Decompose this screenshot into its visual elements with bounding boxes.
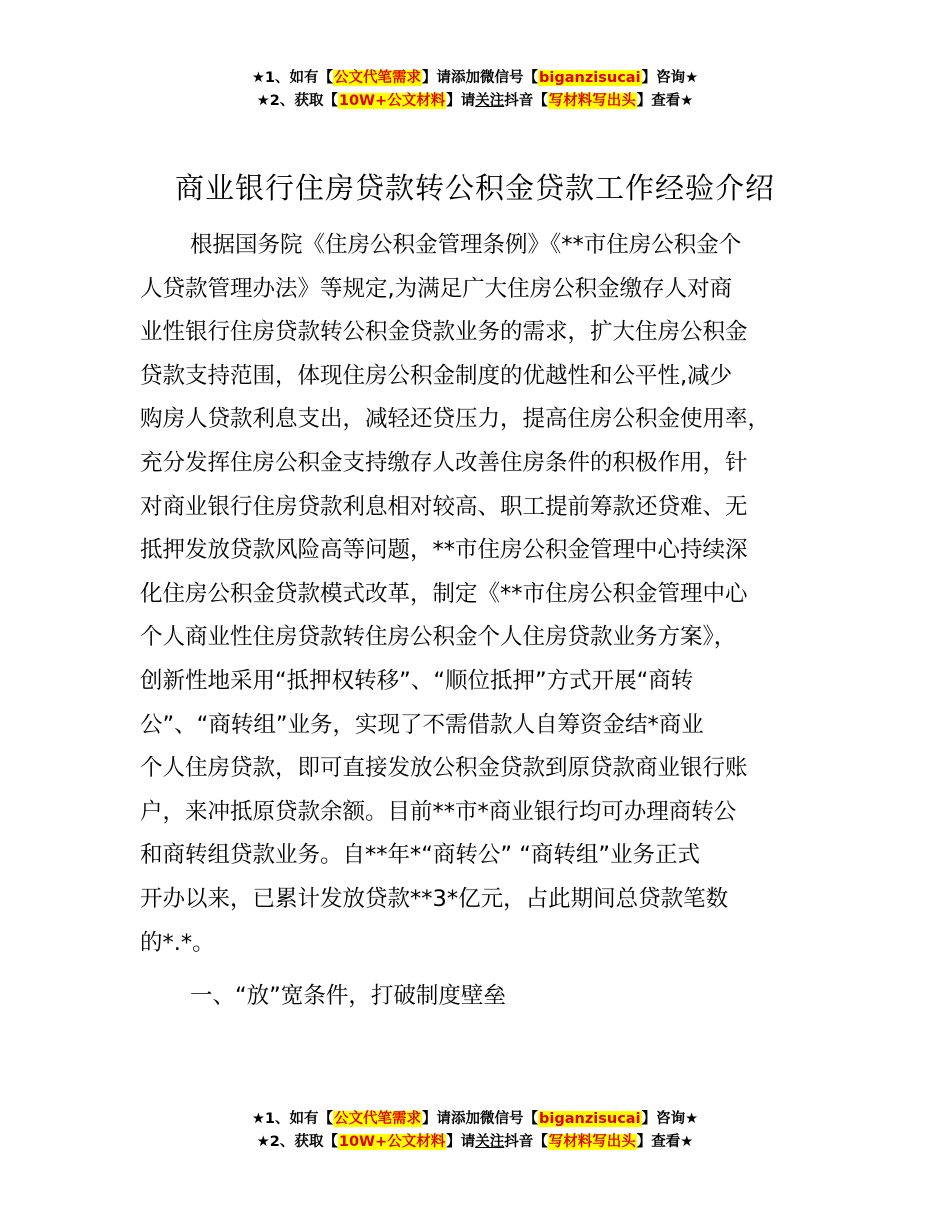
document-body	[140, 224, 830, 1019]
paragraph-line: 个人住房贷款，即可直接发放公积金贷款到原贷款商业银行账	[140, 755, 748, 782]
paragraph-line: 贷款支持范围，体现住房公积金制度的优越性和公平性,减少	[140, 362, 733, 389]
paragraph-line: 公”、“商转组”业务，实现了不需借款人自筹资金结*商业	[140, 711, 704, 738]
paragraph-line: 人贷款管理办法》等规定,为满足广大住房公积金缴存人对商	[140, 275, 733, 302]
paragraph-line: 业性银行住房贷款转公积金贷款业务的需求，扩大住房公积金	[140, 319, 748, 346]
paragraph-line: 开办以来，已累计发放贷款**3*亿元，占此期间总贷款笔数	[140, 885, 729, 912]
document-title: 商业银行住房贷款转公积金贷款工作经验介绍	[174, 171, 775, 205]
paragraph-line: 个人商业性住房贷款转住房公积金个人住房贷款业务方案》，	[140, 624, 737, 651]
paragraph-line: 抵押发放贷款风险高等问题，**市住房公积金管理中心持续深	[140, 537, 748, 564]
bottom-promo-banner	[0, 1108, 950, 1154]
highlight-ghostwriting: 公文代笔需求	[334, 70, 422, 86]
highlight-materials: 10W+公文材料	[338, 93, 446, 109]
section-heading: 一、“放”宽条件，打破制度壁垒	[190, 983, 506, 1010]
promo-line-1: ★1、如有【公文代笔需求】请添加微信号【biganzisucai】咨询★	[251, 1111, 699, 1127]
paragraph-line: 和商转组贷款业务。自**年*“商转公” “商转组”业务正式	[140, 842, 701, 869]
paragraph-line: 购房人贷款利息支出，减轻还贷压力，提高住房公积金使用率，	[140, 406, 771, 433]
paragraph-line: 化住房公积金贷款模式改革，制定《**市住房公积金管理中心	[140, 580, 748, 607]
highlight-douyin: 写材料写出头	[548, 1134, 636, 1150]
promo-line-1: ★1、如有【公文代笔需求】请添加微信号【biganzisucai】咨询★	[251, 70, 699, 86]
promo-line-2: ★2、获取【10W+公文材料】请关注抖音【写材料写出头】查看★	[256, 93, 694, 109]
paragraph-line: 根据国务院《住房公积金管理条例》《**市住房公积金个	[190, 232, 742, 258]
intro-paragraph	[140, 224, 830, 965]
highlight-wechat-id: biganzisucai	[539, 70, 641, 86]
highlight-wechat-id: biganzisucai	[539, 1111, 641, 1127]
paragraph-line: 的*.*。	[140, 929, 215, 956]
top-promo-banner	[0, 67, 950, 113]
paragraph-line: 创新性地采用“抵押权转移”、“顺位抵押”方式开展“商转	[140, 667, 694, 694]
highlight-douyin: 写材料写出头	[548, 93, 636, 109]
paragraph-line: 充分发挥住房公积金支持缴存人改善住房条件的积极作用，针	[140, 449, 748, 476]
paragraph-line: 对商业银行住房贷款利息相对较高、职工提前筹款还贷难、无	[140, 493, 748, 520]
highlight-materials: 10W+公文材料	[338, 1134, 446, 1150]
paragraph-line: 户，来冲抵原贷款余额。目前**市*商业银行均可办理商转公	[140, 798, 737, 825]
highlight-ghostwriting: 公文代笔需求	[334, 1111, 422, 1127]
promo-line-2: ★2、获取【10W+公文材料】请关注抖音【写材料写出头】查看★	[256, 1134, 694, 1150]
